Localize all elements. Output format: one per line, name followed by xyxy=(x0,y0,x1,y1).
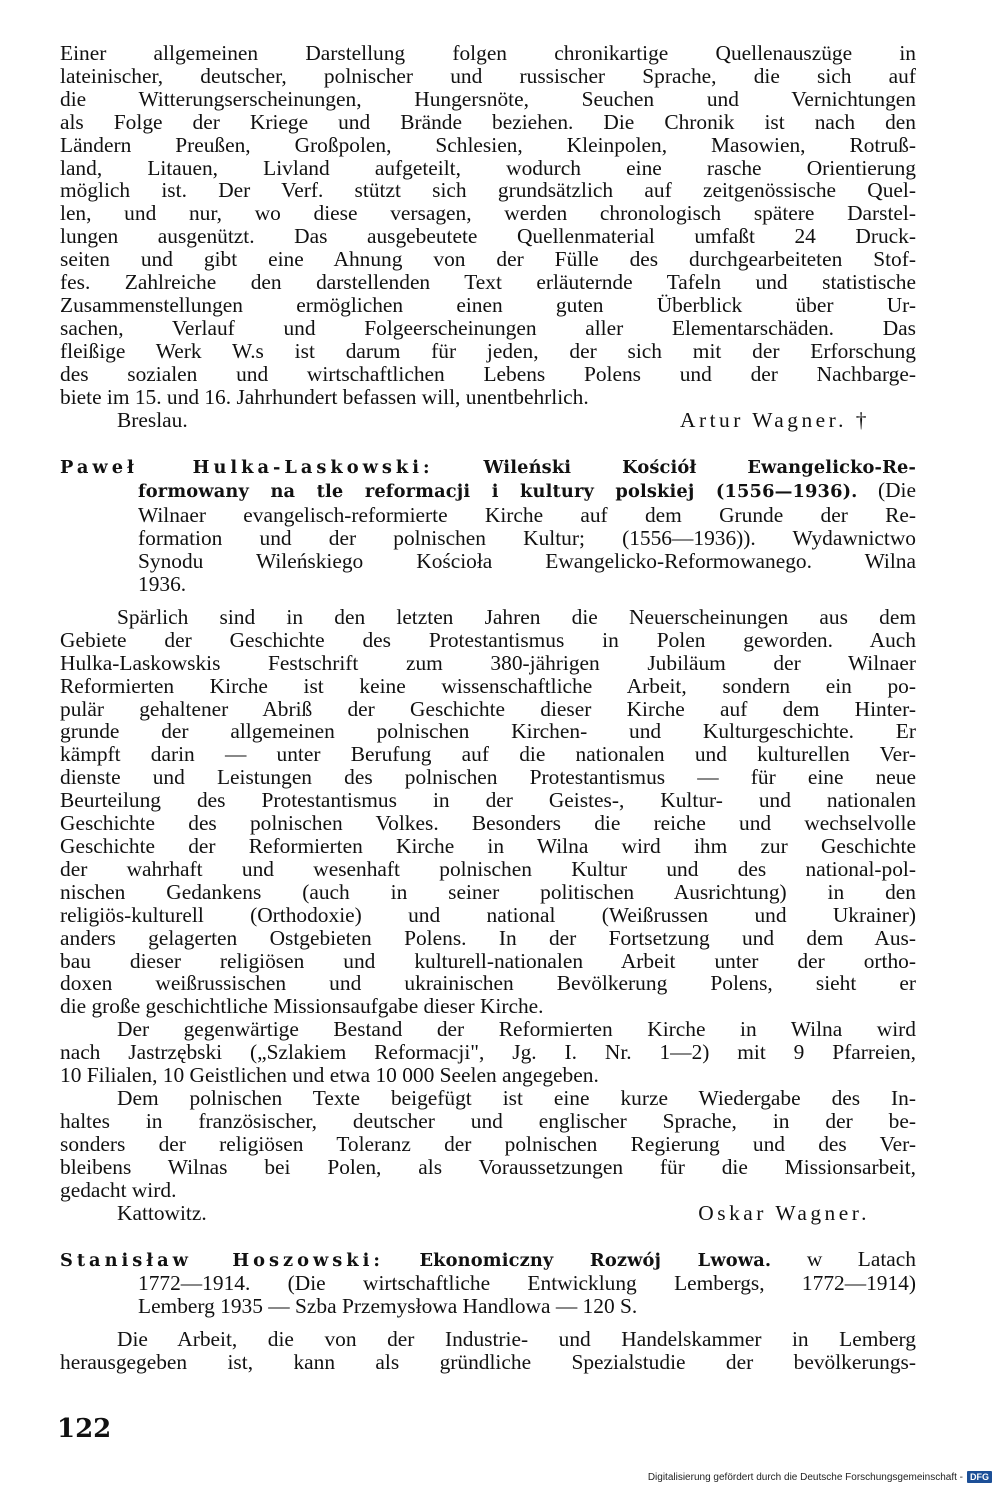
text-line: Hulka-Laskowskis Festschrift zum 380-jährigen Jubiläum der Wilnaer xyxy=(60,650,916,675)
review-2-author: Oskar Wagner. xyxy=(698,1200,870,1225)
text-line: lungen ausgenützt. Das ausgebeutete Quellenmaterial umfaßt 24 Druck- xyxy=(60,224,916,249)
text-line: anders gelagerten Ostgebieten Polens. In der Fortsetzung und dem Aus- xyxy=(60,925,916,950)
review-1-author: Artur Wagner. † xyxy=(680,407,870,432)
text-line: Dem polnischen Texte beigefügt ist eine kurze Wiedergabe des In- xyxy=(117,1085,916,1110)
review-3-author-name: Stanisław Hoszowski: xyxy=(60,1249,384,1271)
text-line: sachen, Verlauf und Folgeerscheinungen aller Elementarschäden. Das xyxy=(60,315,916,340)
text-line: Geschichte der Reformierten Kirche in Wilna wird ihm zur Geschichte xyxy=(60,834,916,858)
text-line: Beurteilung des Protestantismus in der Geistes-, Kultur- und nationalen xyxy=(60,788,916,813)
text-line: der wahrhaft und wesenhaft polnischen Kultur und des national-pol- xyxy=(60,856,916,881)
text-line: als Folge der Kriege und Brände beziehen. Die Chronik ist nach den xyxy=(60,109,916,134)
text-line: grunde der allgemeinen polnischen Kirchen- und Kulturgeschichte. Er xyxy=(60,719,916,744)
text-line: nach Jastrzębski („Szlakiem Reformacji", Jg. I. Nr. 1—2) mit 9 Pfarreien, xyxy=(60,1040,916,1065)
text-line: seiten und gibt eine Ahnung von der Fülle des durchgearbeiteten Stof- xyxy=(60,247,916,272)
review-1-text xyxy=(60,42,916,409)
heading-line: Lemberg 1935 — Szba Przemysłowa Handlowa — 120 S. xyxy=(138,1294,638,1319)
heading-line: formation und der polnischen Kultur; (1556—1936)). Wydawnictwo xyxy=(138,526,916,551)
text-line: bau dieser religiösen und kulturell-nationalen Arbeit unter der ortho- xyxy=(60,948,916,973)
text-line: pulär gehaltener Abriß der Geschichte dieser Kirche auf dem Hinter- xyxy=(60,696,916,721)
heading-line: Wilnaer evangelisch-reformierte Kirche auf dem Grunde der Re- xyxy=(138,503,916,528)
text-line: die große geschichtliche Missionsaufgabe dieser Kirche. xyxy=(60,994,544,1019)
text-line: fes. Zahlreiche den darstellenden Text erläuternde Tafeln und statistische xyxy=(60,270,916,295)
review-3-paragraph-1 xyxy=(60,1328,916,1374)
text-line: Geschichte des polnischen Volkes. Besonders die reiche und wechselvolle xyxy=(60,811,916,836)
text-line: gedacht wird. xyxy=(60,1177,177,1202)
review-2-title-part-1: Wileński Kościół Ewangelicko-Re- xyxy=(483,456,916,478)
text-line: doxen weißrussischen und ukrainischen Bevölkerung Polens, sieht er xyxy=(60,971,916,996)
text-line: Ländern Preußen, Großpolen, Schlesien, Kleinpolen, Masowien, Rotruß- xyxy=(60,132,916,157)
text-line: fleißige Werk W.s ist darum für jeden, der sich mit der Erforschung xyxy=(60,338,916,363)
review-3-heading xyxy=(60,1248,916,1319)
page-number: 122 xyxy=(57,1414,112,1444)
text-line: herausgegeben ist, kann als gründliche Spezialstudie der bevölkerungs- xyxy=(60,1350,916,1375)
review-2-heading xyxy=(60,455,916,596)
text-line: biete im 15. und 16. Jahrhundert befassen will, unentbehrlich. xyxy=(60,384,589,409)
text-line: kämpft darin — unter Berufung auf die nationalen und kulturellen Ver- xyxy=(60,742,916,767)
review-2-heading-line-1 xyxy=(60,455,916,480)
text-line: land, Litauen, Livland aufgeteilt, wodurch eine rasche Orientierung xyxy=(60,155,916,180)
footer-text: Digitalisierung gefördert durch die Deutsche Forschungsgemeinschaft - xyxy=(647,1471,963,1483)
review-2-signature xyxy=(60,1202,916,1226)
text-line: sonders der religiösen Toleranz der polnischen Regierung und des Ver- xyxy=(60,1131,916,1156)
text-line: möglich ist. Der Verf. stützt sich grundsätzlich auf zeitgenössische Quel- xyxy=(60,178,916,203)
text-line: Zusammenstellungen ermöglichen einen guten Überblick über Ur- xyxy=(60,292,916,317)
text-line: Reformierten Kirche ist keine wissenschaftliche Arbeit, sondern ein po- xyxy=(60,673,916,698)
review-3-title: Ekonomiczny Rozwój Lwowa. xyxy=(419,1249,772,1271)
review-1-signature xyxy=(60,409,916,433)
heading-line: Synodu Wileńskiego Kościoła Ewangelicko-Reformowanego. Wilna xyxy=(138,549,916,574)
review-3-heading-line-1 xyxy=(60,1248,916,1273)
review-2-heading-line-2 xyxy=(60,479,916,504)
dfg-logo: DFG xyxy=(967,1471,992,1483)
text-line: des sozialen und wirtschaftlichen Lebens Polens und der Nachbarge- xyxy=(60,361,916,386)
review-2-place: Kattowitz. xyxy=(117,1200,207,1225)
review-2-paragraph-1 xyxy=(60,606,916,1018)
review-2-heading-rest: (Die xyxy=(877,478,916,503)
text-line: Der gegenwärtige Bestand der Reformierten Kirche in Wilna wird xyxy=(117,1017,916,1042)
text-line: Gebiete der Geschichte des Protestantismus in Polen geworden. Auch xyxy=(60,627,916,652)
text-line: dienste und Leistungen des polnischen Protestantismus — für eine neue xyxy=(60,765,916,790)
text-line: haltes in französischer, deutscher und englischer Sprache, in der be- xyxy=(60,1108,916,1133)
review-2-paragraph-3 xyxy=(60,1087,916,1202)
review-2-author-name: Paweł Hulka-Laskowski: xyxy=(60,456,434,478)
text-line: len, und nur, wo diese versagen, werden chronologisch spätere Darstel- xyxy=(60,201,916,226)
text-line: Spärlich sind in den letzten Jahren die Neuerscheinungen aus dem xyxy=(117,604,916,629)
text-line: nischen Gedankens (auch in seiner politischen Ausrichtung) in den xyxy=(60,879,916,904)
text-line: lateinischer, deutscher, polnischer und russischer Sprache, die sich auf xyxy=(60,63,916,88)
heading-line: 1772—1914. (Die wirtschaftliche Entwicklung Lembergs, 1772—1914) xyxy=(138,1271,916,1296)
text-line: bleibens Wilnas bei Polen, als Voraussetzungen für die Missionsarbeit, xyxy=(60,1154,916,1179)
footer-credit xyxy=(648,1471,992,1483)
text-line: Die Arbeit, die von der Industrie- und Handelskammer in Lemberg xyxy=(117,1327,916,1352)
text-line: 10 Filialen, 10 Geistlichen und etwa 10 000 Seelen angegeben. xyxy=(60,1063,599,1088)
review-3-heading-rest: w Latach xyxy=(806,1246,916,1271)
heading-line: 1936. xyxy=(138,572,187,597)
text-line: religiös-kulturell (Orthodoxie) und national (Weißrussen und Ukrainer) xyxy=(60,902,916,927)
page-body xyxy=(60,42,916,1374)
review-1-place: Breslau. xyxy=(117,407,188,432)
text-line: die Witterungserscheinungen, Hungersnöte, Seuchen und Vernichtungen xyxy=(60,86,916,111)
text-line: Einer allgemeinen Darstellung folgen chronikartige Quellenauszüge in xyxy=(60,41,916,65)
review-2-title-part-2: formowany na tle reformacji i kultury polskiej (1556—1936). xyxy=(138,481,858,503)
review-2-paragraph-2 xyxy=(60,1018,916,1087)
